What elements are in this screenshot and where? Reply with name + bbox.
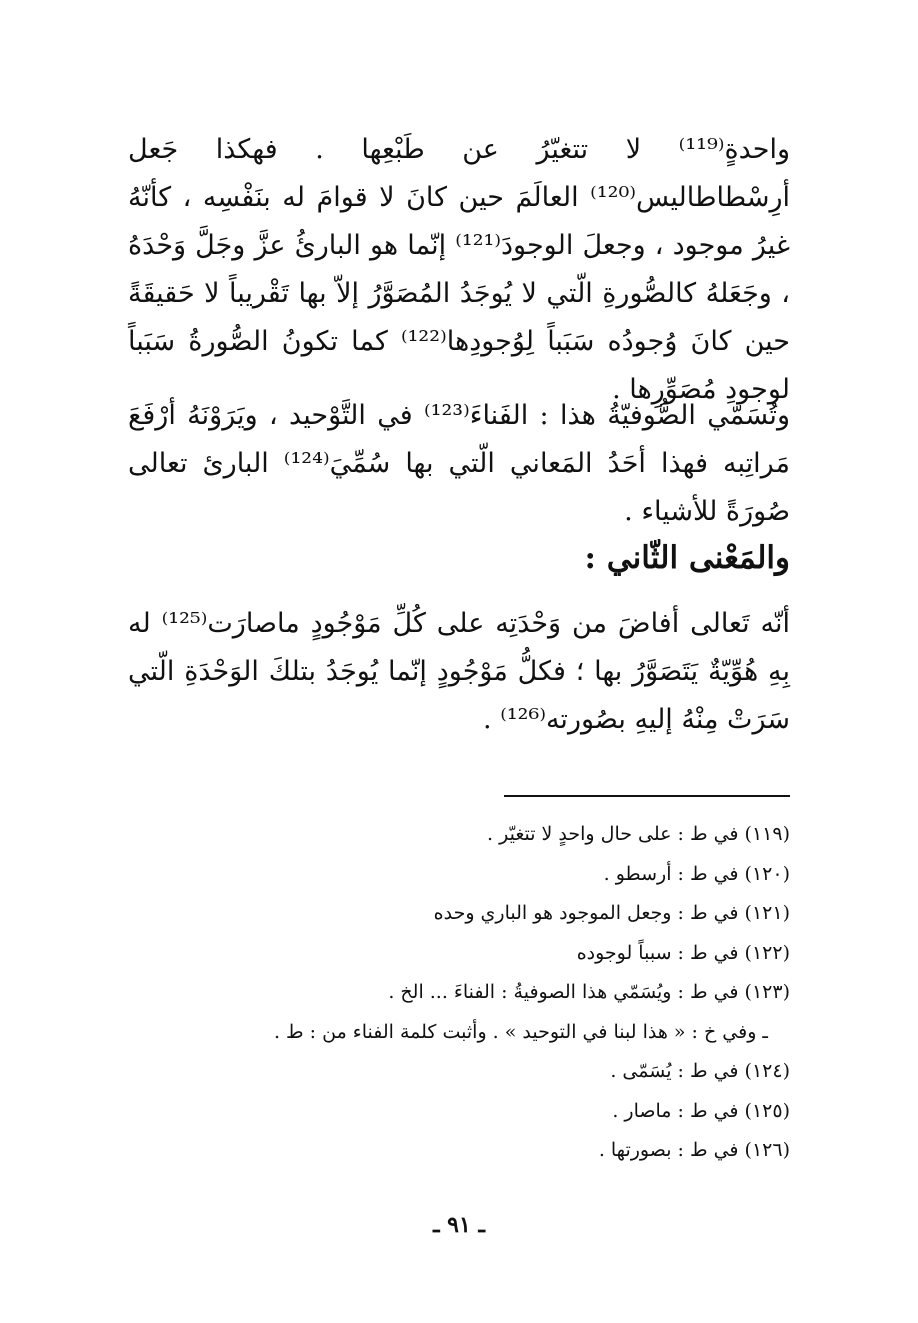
footnote-126: (١٢٦) في ط : بصورتها . [598,1139,790,1161]
section-heading: والمَعْنى الثّاني : [584,540,790,576]
footnotes-list [128,815,790,1171]
paragraph-text: أنّه تَعالى أفاضَ من وَحْدَتِه على كُلِّ مَوْجُودٍ ماصارَت⁽¹²⁵⁾ له بِهِ هُوِّيّةٌ يَتَصَوَّرُ بها ؛ فكلُّ مَوْجُودٍ إنّما يُوجَدُ بتلكَ الوَحْدَةِ الّتي سَرَتْ مِنْهُ إليهِ بصُورته⁽¹²⁶⁾ . [128,608,790,735]
footnote-121: (١٢١) في ط : وجعل الموجود هو الباري وحده [433,902,790,924]
footnote-separator [504,795,790,797]
footnote-123: (١٢٣) في ط : ويُسَمّي هذا الصوفيةُ : الفناءَ ... الخ . [388,981,790,1003]
footnote-125: (١٢٥) في ط : ماصار . [612,1099,790,1122]
page-number: ـ ٩١ ـ [433,1212,485,1238]
paragraph-text: واحدةٍ⁽¹¹⁹⁾ لا تتغيّرُ عن طَبْعِها . فهكذا جَعل أرِسْطاطاليس⁽¹²⁰⁾ العالَمَ حين كانَ لا قوامَ له بنَفْسِه ، كأنّهُ غيرُ موجود ، وجعلَ الوجودَ⁽¹²¹⁾ إنّما هو البارئُ عزَّ وجَلَّ وَحْدَهُ ، وجَعَلهُ كالصُّورةِ الّتي لا يُوجَدُ المُصَوَّرُ إلاّ بها تَقْريباً لا حَقيقَةً حين كانَ وُجودُه سَبَباً لِوُجودِها⁽¹²²⁾ كما تكونُ الصُّورةُ سَبَباً لوجودِ مُصَوِّرِها . [128,134,790,405]
footnote-122: (١٢٢) في ط : سبباً لوجوده [576,941,790,964]
paragraph-text: وتُسَمّي الصُّوفيّةُ هذا : الفَناءَ⁽¹²³⁾ في التَّوْحيد ، ويَرَوْنَهُ أرْفَعَ مَراتِبه فهذا أحَدُ المَعاني الّتي بها سُمِّيَ⁽¹²⁴⁾ البارئ تعالى صُورَةً للأشياء . [128,400,790,527]
body-paragraph-3 [128,600,790,744]
body-paragraph-2 [128,392,790,536]
footnote-120: (١٢٠) في ط : أرسطو . [603,862,790,885]
body-paragraph-1 [128,126,790,414]
footnote-124: (١٢٤) في ط : يُسَمّى . [610,1060,790,1082]
footnote-123-continued: ـ وفي خ : « هذا لبنا في التوحيد » . وأثبت كلمة الفناء من : ط . [273,1020,768,1043]
footnote-119: (١١٩) في ط : على حال واحدٍ لا تتغيّر . [487,823,790,845]
